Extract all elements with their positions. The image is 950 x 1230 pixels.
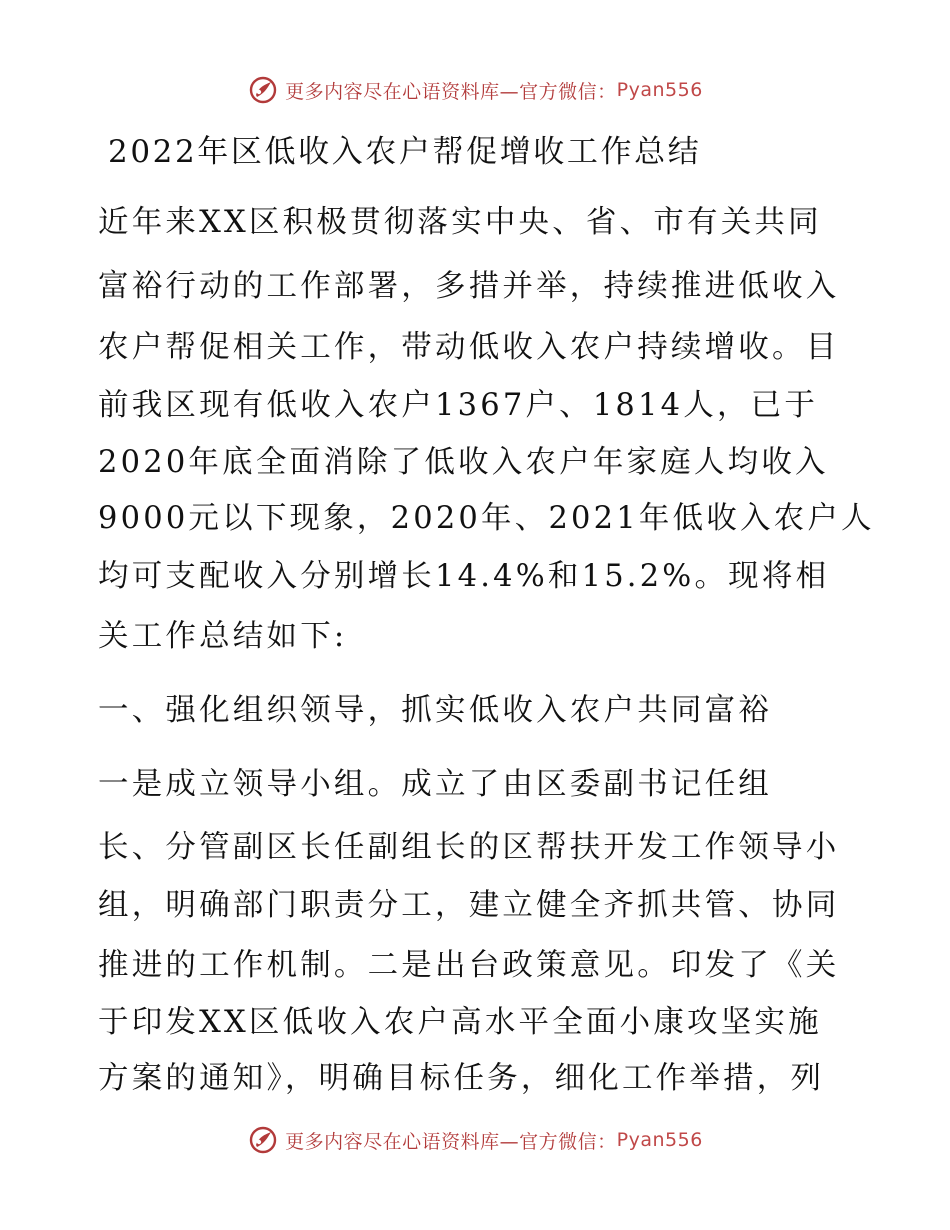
- brand-logo-icon: [247, 1124, 279, 1156]
- header-watermark-text: 更多内容尽在心语资料库—官方微信：: [285, 80, 617, 103]
- body-line: 长、分管副区长任副组长的区帮扶开发工作领导小: [98, 830, 840, 865]
- body-line: 均可支配收入分别增长14.4%和15.2%。现将相: [98, 559, 830, 594]
- body-line: 方案的通知》，明确目标任务，细化工作举措，列: [98, 1061, 825, 1096]
- header-watermark: [0, 70, 950, 110]
- footer-watermark: [0, 1120, 950, 1160]
- body-line: 前我区现有低收入农户1367户、1814人，已于: [98, 388, 819, 423]
- document-title: 2022年区低收入农户帮促增收工作总结: [108, 134, 702, 170]
- body-line: 关工作总结如下:: [98, 619, 348, 654]
- body-line: 推进的工作机制。二是出台政策意见。印发了《关: [98, 948, 840, 983]
- body-line: 2020年底全面消除了低收入农户年家庭人均收入: [98, 445, 829, 480]
- section-heading: 一、强化组织领导，抓实低收入农户共同富裕: [98, 693, 772, 728]
- header-watermark-id: Pyan556: [616, 79, 703, 101]
- body-line: 9000元以下现象，2020年、2021年低收入农户人: [98, 501, 875, 536]
- brand-logo-icon: [247, 74, 279, 106]
- body-line: 一是成立领导小组。成立了由区委副书记任组: [98, 767, 772, 802]
- body-line: 组，明确部门职责分工，建立健全齐抓共管、协同: [98, 888, 840, 923]
- body-line: 近年来XX区积极贯彻落实中央、省、市有关共同: [98, 205, 822, 240]
- body-line: 富裕行动的工作部署，多措并举，持续推进低收入: [98, 269, 840, 304]
- body-line: 于印发XX区低收入农户高水平全面小康攻坚实施: [98, 1005, 822, 1040]
- footer-watermark-text: 更多内容尽在心语资料库—官方微信：: [285, 1130, 617, 1153]
- footer-watermark-id: Pyan556: [616, 1129, 703, 1151]
- body-line: 农户帮促相关工作，带动低收入农户持续增收。目: [98, 330, 840, 365]
